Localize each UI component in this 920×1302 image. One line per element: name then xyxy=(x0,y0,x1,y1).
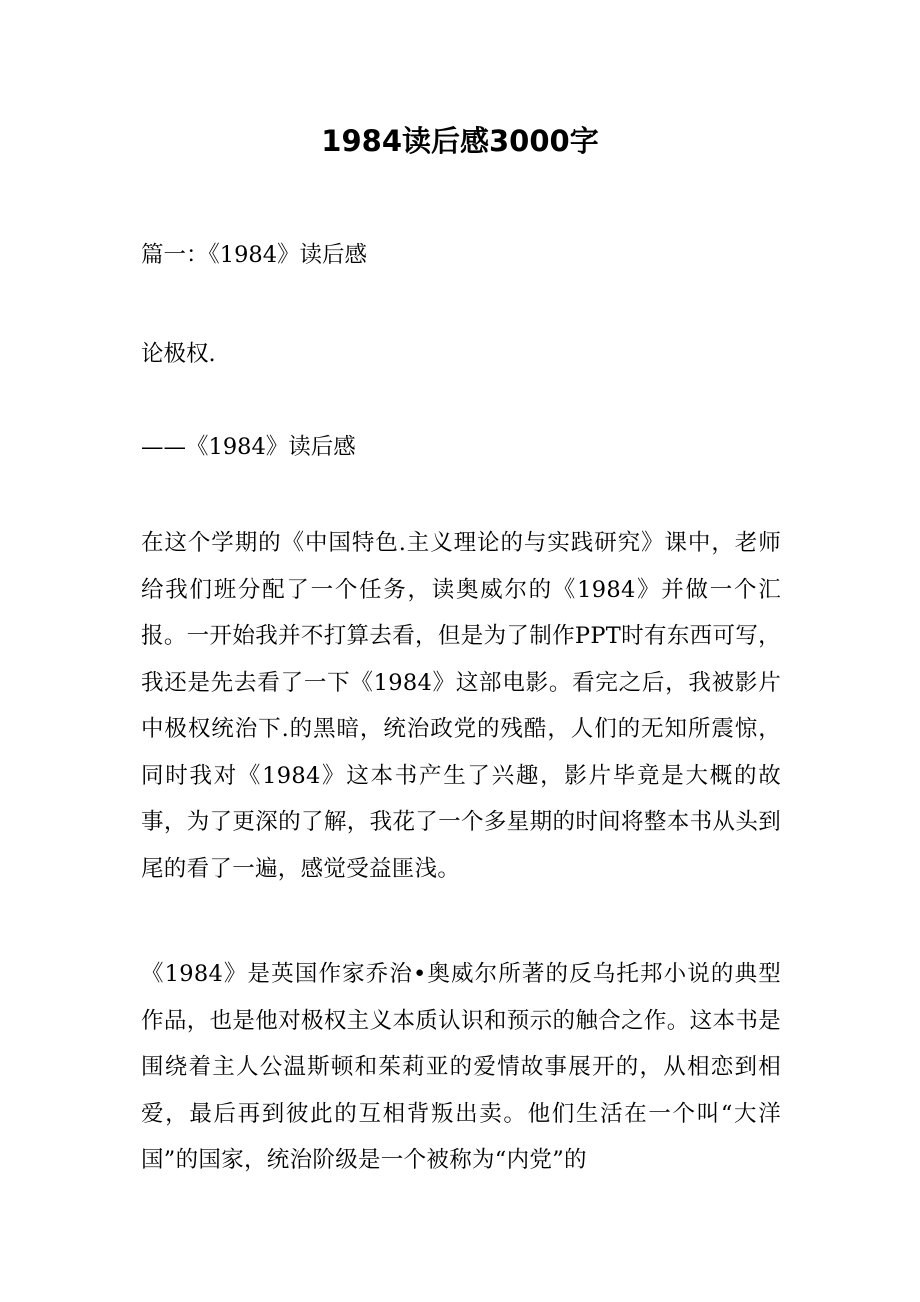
essay-title: 论极权. xyxy=(141,341,216,367)
body-paragraph-1: 在这个学期的《中国特色.主义理论的与实践研究》课中，老师给我们班分配了一个任务，读奥威尔的《1984》并做一个汇报。一开始我并不打算去看，但是为了制作PPT时有东西可写，我还是先去看了一下《1984》这部电影。看完之后，我被影片中极权统治下.的黑暗，统治政党的残酷，人们的无知所震惊，同时我对《1984》这本书产生了兴趣，影片毕竟是大概的故事，为了更深的了解，我花了一个多星期的时间将整本书从头到尾的看了一遍，感觉受益匪浅。 xyxy=(141,530,781,882)
essay-subtitle: ——《1984》读后感 xyxy=(141,434,356,460)
document-title: 1984读后感3000字 xyxy=(321,124,599,158)
section-heading: 篇一：《1984》读后感 xyxy=(141,242,368,268)
body-paragraph-2: 《1984》是英国作家乔治•奥威尔所著的反乌托邦小说的典型作品，也是他对极权主义本质认识和预示的触合之作。这本书是围绕着主人公温斯顿和茱莉亚的爱情故事展开的，从相恋到相爱，最后再到彼此的互相背叛出卖。他们生活在一个叫“大洋国”的国家，统治阶级是一个被称为“内党”的 xyxy=(141,961,781,1173)
